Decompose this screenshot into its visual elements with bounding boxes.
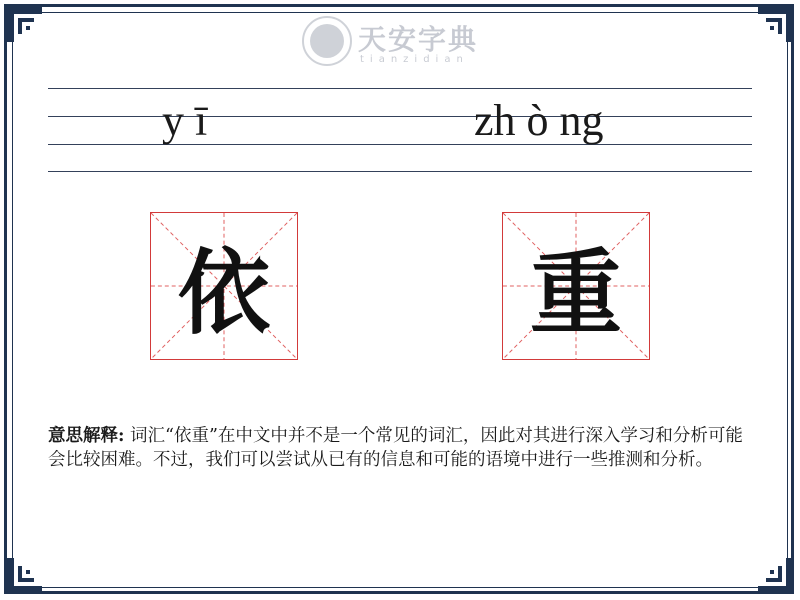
pinyin-first: y ī <box>162 96 208 145</box>
character-first: 依 <box>177 239 270 347</box>
tianzige-grid-first <box>150 212 298 360</box>
explanation-paragraph <box>48 424 752 472</box>
character-second: 重 <box>529 239 622 347</box>
watermark-logo <box>302 14 502 70</box>
explanation-label: 意思解释: <box>48 426 125 446</box>
corner-ornament-icon <box>4 556 44 596</box>
corner-ornament-icon <box>756 556 796 596</box>
logo-seal-icon <box>302 16 352 66</box>
corner-ornament-icon <box>756 4 796 44</box>
corner-ornament-icon <box>4 4 44 44</box>
logo-title: 天安字典 <box>358 23 479 56</box>
explanation-text: 词汇“依重”在中文中并不是一个常见的词汇，因此对其进行深入学习和分析可能会比较困难。不过，我们可以尝试从已有的信息和可能的语境中进行一些推测和分析。 <box>48 426 743 470</box>
logo-subtitle: tianzidian <box>360 54 469 65</box>
pinyin-second: zh ò ng <box>474 96 604 145</box>
pinyin-ruled-lines <box>48 88 752 172</box>
tianzige-grid-second <box>502 212 650 360</box>
